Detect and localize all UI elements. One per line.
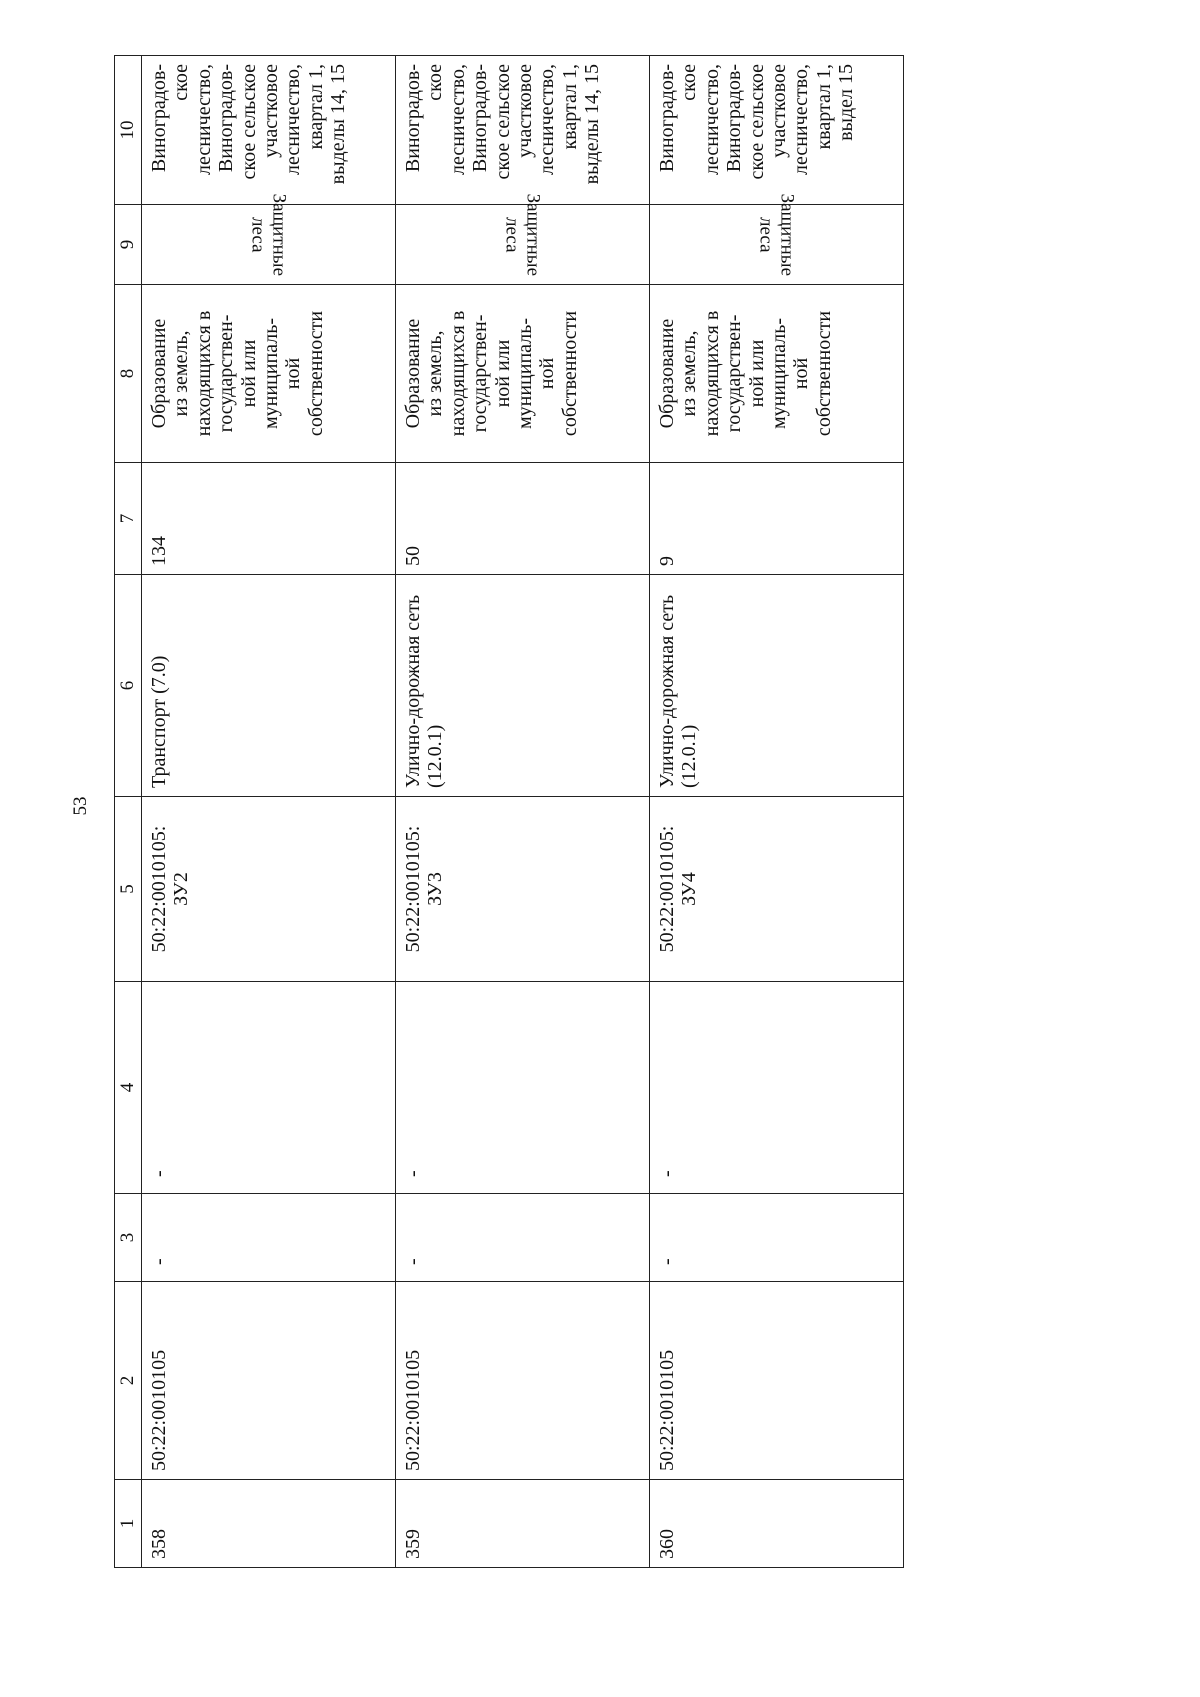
cell-plot-id: 50:22:0010105: ЗУ3 [396,797,650,982]
cell-forest-category: Защитные леса [396,205,650,285]
header-col-5: 5 [115,797,142,982]
cell-cadastral-block: 50:22:0010105 [142,1282,396,1480]
cell-cadastral-block: 50:22:0010105 [396,1282,650,1480]
cell-area: 9 [650,463,904,575]
cell-number: 359 [396,1480,650,1568]
header-row [115,56,142,1568]
header-col-1: 1 [115,1480,142,1568]
cell-use-type: Улично-дорожная сеть (12.0.1) [650,575,904,797]
cell-col4: - [396,982,650,1194]
cell-col4: - [650,982,904,1194]
cell-use-type: Транспорт (7.0) [142,575,396,797]
header-col-3: 3 [115,1194,142,1282]
cell-area: 134 [142,463,396,575]
cell-col4: - [142,982,396,1194]
land-plots-table [114,55,904,1568]
cell-cadastral-block: 50:22:0010105 [650,1282,904,1480]
header-col-6: 6 [115,575,142,797]
table-row [396,56,650,1568]
cell-forestry-location: Виноградов- ское лесничество, Виноградов- ское сельское участковое лесничество, квартал 1, выдел 15 [650,56,904,205]
cell-area: 50 [396,463,650,575]
cell-number: 358 [142,1480,396,1568]
cell-formation-method: Образование из земель, находящихся в государствен- ной или муниципаль- ной собственности [650,285,904,463]
header-col-9: 9 [115,205,142,285]
table-row [142,56,396,1568]
cell-forestry-location: Виноградов- ское лесничество, Виноградов- ское сельское участковое лесничество, квартал 1, выделы 14, 15 [396,56,650,205]
rotated-table-wrapper [114,56,904,1568]
cell-use-type: Улично-дорожная сеть (12.0.1) [396,575,650,797]
cell-plot-id: 50:22:0010105: ЗУ2 [142,797,396,982]
header-col-2: 2 [115,1282,142,1480]
table-row [650,56,904,1568]
cell-number: 360 [650,1480,904,1568]
cell-forest-category: Защитные леса [142,205,396,285]
header-col-7: 7 [115,463,142,575]
cell-col3: - [650,1194,904,1282]
header-col-10: 10 [115,56,142,205]
cell-forest-category: Защитные леса [650,205,904,285]
cell-formation-method: Образование из земель, находящихся в государствен- ной или муниципаль- ной собственности [396,285,650,463]
cell-forestry-location: Виноградов- ское лесничество, Виноградов- ское сельское участковое лесничество, квартал 1, выделы 14, 15 [142,56,396,205]
header-col-4: 4 [115,982,142,1194]
cell-formation-method: Образование из земель, находящихся в государствен- ной или муниципаль- ной собственности [142,285,396,463]
page-number: 53 [70,796,91,816]
cell-col3: - [396,1194,650,1282]
header-col-8: 8 [115,285,142,463]
cell-col3: - [142,1194,396,1282]
cell-plot-id: 50:22:0010105: ЗУ4 [650,797,904,982]
